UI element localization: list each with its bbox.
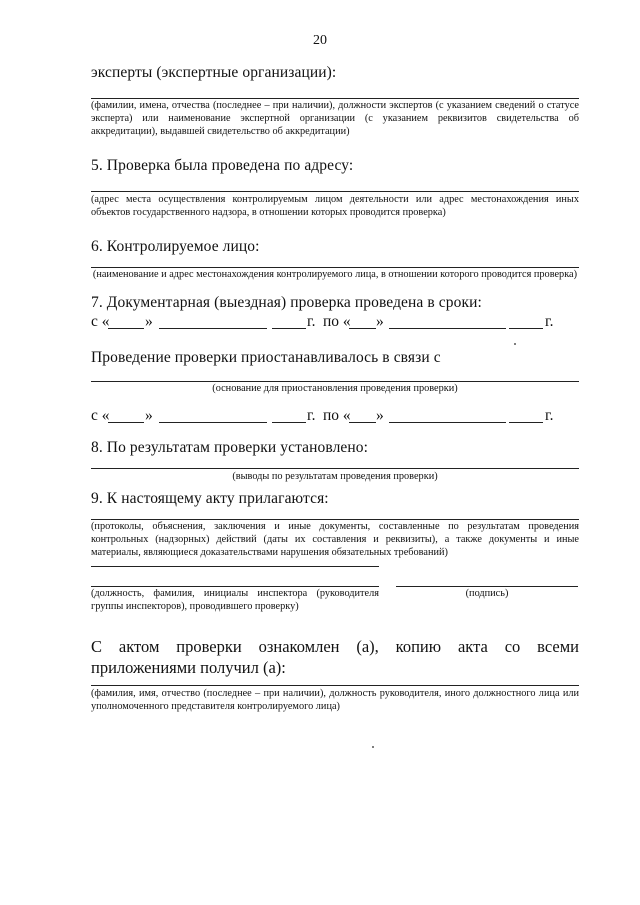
susp-from-day-field[interactable]	[108, 422, 144, 423]
susp-from-year-field[interactable]	[272, 422, 306, 423]
suspension-heading: Проведение проверки приостанавливалось в связи с	[91, 349, 441, 366]
to-year-field[interactable]	[509, 328, 543, 329]
susp-from-year-suffix: г.	[307, 407, 316, 424]
section8-heading: 8. По результатам проверки установлено:	[91, 439, 369, 456]
susp-from-prefix: с «	[91, 407, 110, 424]
susp-to-year-field[interactable]	[509, 422, 543, 423]
section6-heading: 6. Контролируемое лицо:	[91, 238, 260, 255]
from-month-field[interactable]	[159, 328, 267, 329]
to-month-field[interactable]	[389, 328, 506, 329]
inspector-name-line-1[interactable]	[91, 566, 379, 567]
susp-to-year-suffix: г.	[545, 407, 554, 424]
section9-caption: (протоколы, объяснения, заключения и иные документы, составленные по результатам проведения контрольных (надзорных) действий (даты их составления и реквизиты), а также документы и иные материалы, являющиеся доказательствами нарушения обязательных требований)	[91, 521, 579, 559]
from-day-field[interactable]	[108, 328, 144, 329]
from-quote-close: »	[145, 313, 153, 330]
to-year-suffix: г.	[545, 313, 554, 330]
acknowledgement-text: С актом проверки ознакомлен (а), копию акта со всеми приложениями получил (а):	[91, 637, 579, 677]
to-day-field[interactable]	[349, 328, 376, 329]
susp-to-month-field[interactable]	[389, 422, 506, 423]
to-quote-close: »	[376, 313, 384, 330]
findings-field-line[interactable]	[91, 468, 579, 469]
acknowledgement-field-line[interactable]	[91, 685, 579, 686]
section9-heading: 9. К настоящему акту прилагаются:	[91, 490, 329, 507]
section8-caption: (выводы по результатам проведения проверки)	[232, 471, 438, 482]
experts-heading: эксперты (экспертные организации):	[91, 64, 337, 81]
from-year-field[interactable]	[272, 328, 306, 329]
experts-caption: (фамилии, имена, отчества (последнее – при наличии), должности экспертов (с указанием сведений о статусе эксперта) или наименование экспертной организации (с указанием реквизитов свидетельства об аккредитации), выдавшей свидетельство об аккредитации)	[91, 100, 579, 138]
from-prefix: с «	[91, 313, 110, 330]
susp-from-quote-close: »	[145, 407, 153, 424]
section5-caption: (адрес места осуществления контролируемым лицом деятельности или адрес местонахождения иных объектов государственного надзора, в отношении которых проводится проверка)	[91, 194, 579, 219]
section5-heading: 5. Проверка была проведена по адресу:	[91, 157, 354, 174]
scan-speck	[514, 343, 516, 345]
susp-to-prefix: по «	[323, 407, 351, 424]
address-field-line[interactable]	[91, 191, 579, 192]
section6-caption: (наименование и адрес местонахождения контролируемого лица, в отношении которого проводится проверка)	[92, 269, 578, 280]
suspension-caption: (основание для приостановления проведения проверки)	[212, 383, 458, 394]
susp-from-month-field[interactable]	[159, 422, 267, 423]
acknowledgement-caption: (фамилия, имя, отчество (последнее – при наличии), должность руководителя, иного должностного лица или уполномоченного представителя контролируемого лица)	[91, 688, 579, 713]
inspector-caption: (должность, фамилия, инициалы инспектора (руководителя группы инспекторов), проводившего проверку)	[91, 588, 379, 613]
susp-to-day-field[interactable]	[349, 422, 376, 423]
susp-to-quote-close: »	[376, 407, 384, 424]
from-year-suffix: г.	[307, 313, 316, 330]
to-prefix: по «	[323, 313, 351, 330]
signature-caption: (подпись)	[465, 588, 509, 599]
section7-heading: 7. Документарная (выездная) проверка проведена в сроки:	[91, 294, 482, 311]
scan-speck	[372, 746, 374, 748]
page-number: 20	[313, 33, 327, 48]
